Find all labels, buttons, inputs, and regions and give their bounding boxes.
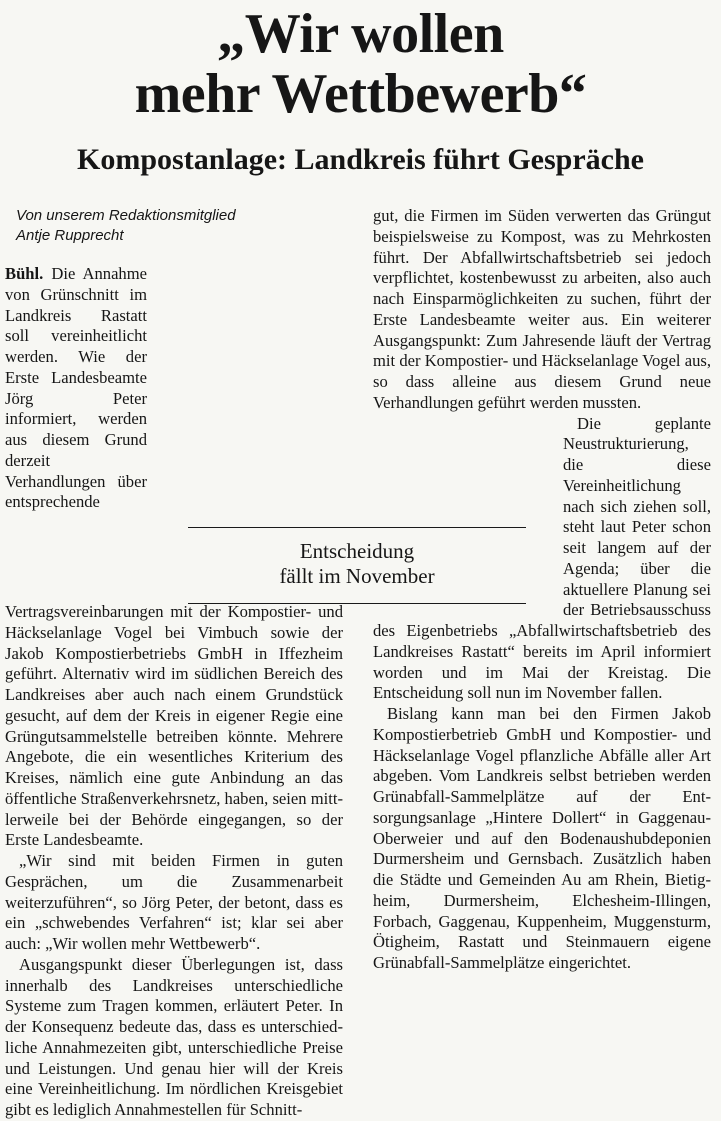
article-paragraph: gut, die Firmen im Süden verwerten das Grüngut beispielsweise zu Kompost, was zu Mehrkosten führt. Der Abfallwirtschaftsbetrieb sei jedoch verpflichtet, kostenbewusst zu arbeiten, also auch nach Einsparmöglichkeiten zu suchen, führt der Erste Landesbeamte weiter aus. Ein weiterer Ausgangspunkt: Zum Jahresende läuft der Vertrag mit der Kompostier- und Häckselanlage Vogel aus, so dass alleine aus diesem Grund neue Verhandlungen geführt werden mussten. <box>373 206 711 412</box>
subheadline: Kompostanlage: Landkreis führt Gespräche <box>77 143 644 176</box>
dateline: Bühl. <box>5 264 44 283</box>
paragraph-text: Die Annahme von Grünschnitt im Landkreis Rastatt soll vereinheitlicht werden. Wie der Erste Landesbeamte Jörg Peter informiert, werden aus diesem Grund derzeit Verhandlungen über entsprechende Vertragsvereinbarungen mit der Kompostier- und Häckselanlage Vogel bei Vimbuch sowie der Jakob Kompostierbetriebs GmbH in Iffezheim geführt. Alternativ wird im südlichen Bereich des Landkreises aber auch nach einem Grundstück gesucht, auf dem der Kreis in eigener Regie eine Grüngutsammelstelle betreiben könnte. Mehrere Angebote, die ein wesentliches Kriterium des Kreises, nämlich eine gute Anbindung an das öffentliche Straßenverkehrsnetz, haben, seien mittlerweile bei der Behörde eingegangen, so der Erste Landesbeamte. <box>5 264 343 850</box>
headline <box>0 4 721 124</box>
pullquote <box>188 527 526 604</box>
byline-author: Antje Rupprecht <box>16 227 124 244</box>
article-paragraph: „Wir sind mit beiden Firmen in guten Gesprächen, um die Zusammenarbeit weiterzuführen“, so Jörg Peter, der betont, dass es ein „schwebendes Verfahren“ ist; klar sei aber auch: „Wir wollen mehr Wettbewerb“. <box>5 851 343 953</box>
paragraph-text: Die geplante Neustrukturierung, die diese Vereinheitlichung nach sich ziehen soll, steht laut Peter schon seit langem auf der Agenda; über die aktuellere Planung sei der Betriebsausschuss des Eigenbetriebs „Abfallwirtschaftsbetrieb des Landkreises Rastatt“ bereits im April informiert worden und im Mai der Kreistag. Die Entscheidung soll nun im November fallen. <box>373 413 711 703</box>
pullquote-line-2: fällt im November <box>279 564 435 588</box>
pullquote-line-1: Entscheidung <box>299 539 415 563</box>
article-paragraph: Ausgangspunkt dieser Überlegungen ist, dass innerhalb des Landkreises unterschiedliche Systeme zum Tragen kommen, erläutert Peter. In der Konsequenz bedeute das, dass es unterschiedliche Annahmezeiten gibt, unterschiedliche Preise und Leistungen. Und genau hier will der Kreis eine Vereinheitlichung. Im nördlichen Kreisgebiet gibt es lediglich Annahmestellen für Schnitt- <box>5 954 343 1119</box>
article-paragraph: Bislang kann man bei den Firmen Jakob Kompostierbetrieb GmbH und Kompostier- und Häckselanlage Vogel pflanzliche Abfälle aller Art abgeben. Vom Landkreis selbst betrieben werden Grünabfall-Sammelplätze auf der Entsorgungsanlage „Hintere Dollert“ in Gaggenau-Oberweier und auf den Bodenaushubdeponien Durmersheim und Gernsbach. Zusätzlich haben die Städte und Gemeinden Au am Rhein, Bietigheim, Durmersheim, Elchesheim-Illingen, Forbach, Gaggenau, Kuppenheim, Muggensturm, Ötigheim, Rastatt und Steinmauern eigene Grünabfall-Sammelplätze eingerichtet. <box>373 704 711 972</box>
byline-line-1: Von unserem Redaktionsmitglied <box>16 207 236 224</box>
byline <box>16 206 346 246</box>
headline-line-2: mehr Wettbewerb“ <box>134 63 587 125</box>
article-column-left <box>5 264 343 1121</box>
headline-line-1: „Wir wollen <box>217 3 504 65</box>
